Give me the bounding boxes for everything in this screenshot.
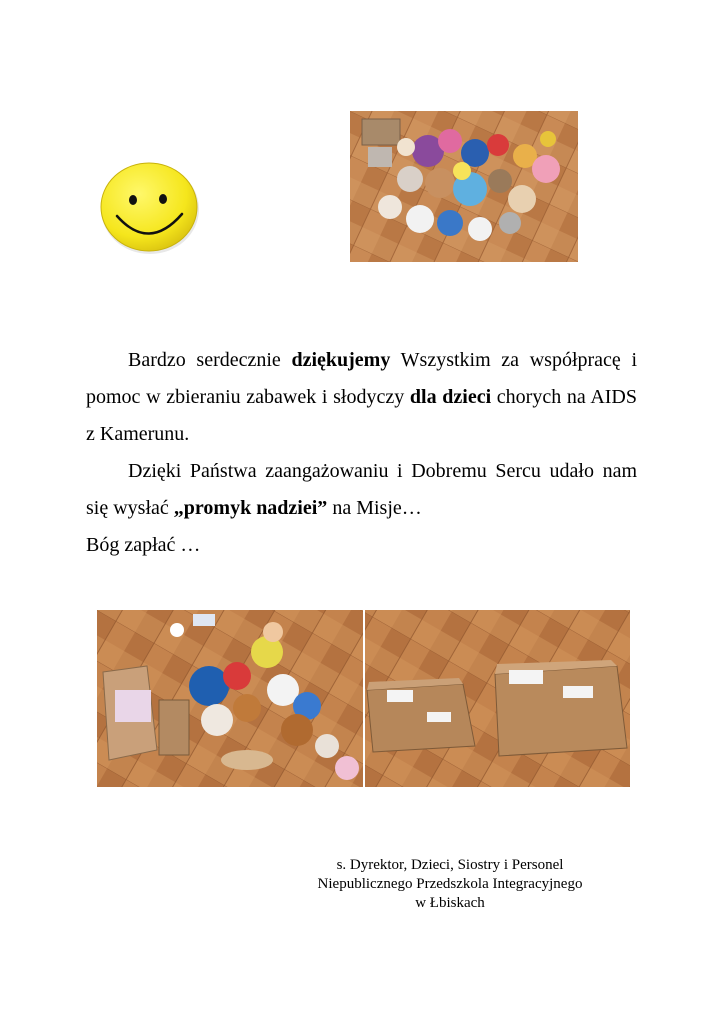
thanks-text-2: Wszystkim za współpracę i pomoc w zbieraniu zabawek i słodyczy [86,349,638,408]
packages-photo [97,610,630,787]
thanks-bold-1: dziękujemy [291,349,391,371]
hope-text-1: Dzięki Państwa zaangażowaniu i Dobremu Sercu udało nam się wysłać [86,460,637,519]
signature-line-1: s. Dyrektor, Dzieci, Siostry i Personel [336,857,564,873]
signature-block [290,856,610,913]
thanks-bold-2: dla dzieci [409,386,492,408]
signature-line-2: Niepublicznego Przedszkola Integracyjnego [317,876,583,892]
thanks-paragraph [86,342,637,453]
letter-body [86,342,637,564]
toys-photo [350,111,578,262]
hope-bold-1: „promyk nadziei” [173,497,328,519]
blessing-paragraph: Bóg zapłać … [86,534,201,556]
hope-paragraph [86,453,637,527]
smiley-face-icon [87,156,213,260]
thanks-text-3: chorych na AIDS z Kamerunu. [86,386,637,445]
hope-text-2: na Misje… [327,497,422,519]
thanks-text-1: Bardzo serdecznie [128,349,292,371]
signature-line-3: w Łbiskach [415,895,485,911]
